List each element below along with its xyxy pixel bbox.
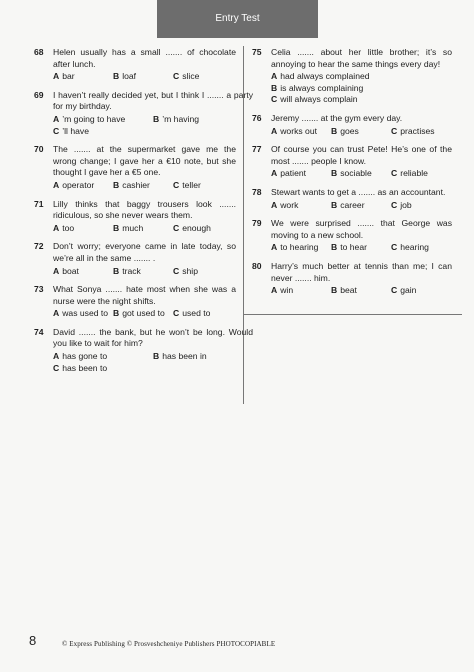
question-body: [271, 113, 452, 137]
option-text: works out: [280, 125, 317, 136]
question-number: 74: [34, 326, 44, 337]
question-item: [34, 241, 236, 277]
answer-option: [53, 266, 113, 278]
answer-option: [53, 363, 107, 373]
question-item: [252, 144, 452, 180]
question-stem: What Sonya ....... hate most when she was a nurse were the night shifts.: [53, 284, 236, 306]
answer-option: [391, 242, 451, 254]
answer-option: [331, 168, 391, 180]
answer-option: [153, 351, 253, 363]
answer-options: [53, 308, 236, 320]
options-row: [53, 126, 253, 138]
section-title: Entry Test: [215, 13, 260, 24]
answer-option: [113, 266, 173, 278]
answer-options: [271, 168, 452, 180]
option-text: goes: [340, 125, 359, 136]
option-letter: B: [153, 113, 160, 124]
question-stem: We were surprised ....... that George was moving to a new school.: [271, 218, 452, 240]
question-number: 70: [34, 144, 44, 155]
question-body: [271, 144, 452, 180]
options-row: [53, 180, 236, 192]
option-text: loaf: [122, 71, 137, 82]
question-item: [34, 284, 236, 320]
question-item: [252, 261, 452, 297]
question-stem: I haven’t really decided yet, but I think I ....... a party for my birthday.: [53, 89, 253, 112]
answer-option: [53, 180, 113, 192]
option-letter: A: [53, 179, 60, 190]
option-text: job: [400, 199, 412, 210]
option-letter: A: [53, 308, 60, 319]
answer-options: [53, 266, 236, 278]
left-question-column: [34, 47, 253, 381]
option-text: too: [62, 222, 75, 233]
answer-option: [173, 180, 233, 192]
question-number: 73: [34, 284, 44, 295]
option-text: career: [340, 199, 365, 210]
option-letter: B: [331, 199, 338, 210]
question-item: [252, 113, 452, 137]
question-stem: Of course you can trust Pete! He’s one of the most ....... people I know.: [271, 144, 452, 166]
question-item: [34, 89, 253, 137]
question-stem: Celia ....... about her little brother; it’s so annoying to hear the same things every day!: [271, 47, 452, 69]
answer-options: [53, 180, 236, 192]
option-letter: B: [113, 222, 120, 233]
option-text: ship: [182, 265, 198, 276]
option-letter: A: [53, 71, 60, 82]
answer-options: [271, 200, 452, 212]
options-row: [271, 242, 452, 254]
answer-option: [271, 285, 331, 297]
option-letter: A: [53, 222, 60, 233]
question-body: [53, 241, 236, 277]
question-number: 68: [34, 47, 44, 57]
answer-option: [53, 308, 113, 320]
question-body: [53, 144, 236, 191]
options-row: [53, 114, 253, 126]
option-letter: A: [53, 113, 60, 124]
options-row: [271, 126, 452, 138]
option-letter: C: [391, 199, 398, 210]
question-number: 71: [34, 198, 44, 209]
question-item: [252, 187, 452, 211]
option-text: has gone to: [62, 351, 108, 362]
question-item: [34, 144, 236, 191]
answer-option: [331, 242, 391, 254]
option-letter: C: [271, 94, 278, 105]
option-text: cashier: [122, 179, 150, 190]
options-row: [53, 266, 236, 278]
question-body: [271, 47, 452, 106]
answer-option: [53, 114, 153, 126]
question-stem: Harry’s much better at tennis than me; I can never ....... him.: [271, 260, 452, 283]
answer-option: [271, 94, 358, 104]
option-letter: C: [391, 168, 398, 179]
option-text: ’ll have: [62, 125, 89, 136]
answer-option: [53, 351, 153, 363]
option-letter: B: [113, 71, 120, 82]
option-text: had always complained: [280, 71, 370, 82]
answer-option: [271, 242, 331, 254]
question-body: [53, 47, 236, 83]
option-letter: C: [173, 71, 180, 82]
option-text: practises: [400, 125, 435, 136]
option-letter: C: [391, 242, 398, 253]
options-row: [53, 363, 253, 375]
option-letter: C: [53, 362, 60, 373]
question-stem: The ....... at the supermarket gave me the wrong change; I gave her a €10 note, but she thought I gave her a €5 one.: [53, 144, 236, 178]
answer-options: [53, 71, 236, 83]
answer-options: [271, 126, 452, 138]
option-letter: B: [113, 179, 120, 190]
option-text: ’m going to have: [62, 113, 126, 124]
option-text: reliable: [400, 168, 428, 179]
question-number: 75: [252, 47, 262, 57]
option-text: used to: [182, 308, 211, 319]
answer-option: [391, 126, 451, 138]
options-row: [271, 200, 452, 212]
answer-option: [153, 114, 253, 126]
option-letter: B: [331, 242, 338, 253]
answer-option: [53, 71, 113, 83]
option-letter: A: [271, 285, 278, 296]
options-row: [271, 168, 452, 180]
question-body: [53, 327, 253, 374]
question-stem: Don’t worry; everyone came in late today, so we’re all in the same ....... .: [53, 241, 236, 263]
answer-option: [331, 200, 391, 212]
option-letter: C: [391, 125, 398, 136]
option-text: to hear: [340, 242, 367, 253]
option-letter: A: [53, 265, 60, 276]
question-stem: David ....... the bank, but he won’t be long. Would you like to wait for him?: [53, 326, 253, 349]
options-row: [53, 351, 253, 363]
option-letter: B: [331, 168, 338, 179]
page-number: 8: [29, 633, 37, 648]
question-number: 79: [252, 218, 262, 229]
option-letter: A: [271, 168, 278, 179]
option-text: patient: [280, 168, 307, 179]
question-item: [34, 199, 236, 235]
option-text: got used to: [122, 308, 165, 319]
question-number: 72: [34, 241, 44, 252]
option-text: was used to: [62, 308, 109, 319]
question-item: [34, 47, 236, 83]
question-body: [53, 90, 253, 137]
answer-option: [331, 126, 391, 138]
option-text: boat: [62, 265, 79, 276]
answer-option: [271, 71, 370, 81]
option-text: work: [280, 199, 299, 210]
answer-options: [53, 351, 253, 374]
option-letter: B: [153, 351, 160, 362]
option-text: sociable: [340, 168, 372, 179]
answer-options: [271, 285, 452, 297]
question-number: 76: [252, 112, 262, 123]
answer-option: [173, 71, 233, 83]
question-item: [252, 218, 452, 254]
option-text: win: [280, 285, 294, 296]
question-number: 69: [34, 89, 44, 100]
copyright-footer: © Express Publishing © Prosveshcheniye Publishers PHOTOCOPIABLE: [62, 640, 276, 648]
option-letter: C: [173, 308, 180, 319]
question-stem: Stewart wants to get a ....... as an accountant.: [271, 186, 446, 197]
options-row: [271, 285, 452, 297]
question-body: [271, 218, 452, 254]
option-letter: B: [271, 82, 278, 93]
option-text: ’m having: [162, 113, 199, 124]
answer-option: [113, 71, 173, 83]
answer-option: [271, 168, 331, 180]
answer-option: [53, 223, 113, 235]
question-number: 78: [252, 186, 262, 197]
option-letter: B: [113, 265, 120, 276]
question-body: [53, 284, 236, 320]
section-header: [157, 0, 318, 38]
right-question-column: [252, 47, 452, 304]
option-letter: C: [53, 125, 60, 136]
option-letter: A: [271, 71, 278, 82]
answer-option: [391, 285, 451, 297]
option-text: is always complaining: [280, 82, 364, 93]
options-row: [271, 94, 452, 106]
option-letter: C: [173, 179, 180, 190]
option-letter: A: [271, 125, 278, 136]
answer-option: [53, 126, 89, 136]
question-number: 77: [252, 144, 262, 155]
answer-option: [271, 83, 363, 93]
option-letter: A: [271, 199, 278, 210]
question-item: [34, 326, 253, 374]
answer-option: [331, 285, 391, 297]
question-body: [271, 187, 452, 211]
option-letter: B: [331, 125, 338, 136]
answer-option: [173, 223, 233, 235]
answer-option: [271, 200, 331, 212]
question-stem: Helen usually has a small ....... of chocolate after lunch.: [53, 47, 236, 69]
question-body: [271, 261, 452, 297]
option-text: hearing: [400, 242, 429, 253]
options-row: [53, 223, 236, 235]
answer-option: [113, 180, 173, 192]
option-text: has been in: [162, 351, 207, 362]
option-letter: B: [113, 308, 120, 319]
option-text: track: [122, 265, 141, 276]
question-body: [53, 199, 236, 235]
option-letter: C: [173, 222, 180, 233]
option-letter: B: [331, 285, 338, 296]
answer-options: [53, 114, 253, 137]
option-text: teller: [182, 179, 201, 190]
answer-option: [271, 126, 331, 138]
answer-option: [173, 308, 233, 320]
option-text: will always complain: [280, 94, 358, 105]
answer-option: [113, 308, 173, 320]
options-row: [53, 308, 236, 320]
option-text: operator: [62, 179, 95, 190]
answer-option: [173, 266, 233, 278]
column-end-rule: [244, 314, 462, 315]
options-row: [271, 71, 452, 83]
question-number: 80: [252, 260, 262, 271]
answer-options: [53, 223, 236, 235]
option-letter: A: [53, 351, 60, 362]
option-text: bar: [62, 71, 75, 82]
option-text: gain: [400, 285, 417, 296]
answer-option: [113, 223, 173, 235]
options-row: [271, 83, 452, 95]
option-text: slice: [182, 71, 200, 82]
answer-option: [391, 200, 451, 212]
option-text: to hearing: [280, 242, 319, 253]
question-item: [252, 47, 452, 106]
option-text: has been to: [62, 362, 108, 373]
question-stem: Lilly thinks that baggy trousers look ....... ridiculous, so she never wears them.: [53, 198, 236, 221]
answer-options: [271, 242, 452, 254]
answer-option: [391, 168, 451, 180]
option-letter: A: [271, 242, 278, 253]
options-row: [53, 71, 236, 83]
option-letter: C: [391, 285, 398, 296]
option-text: beat: [340, 285, 357, 296]
option-text: enough: [182, 222, 211, 233]
answer-options: [271, 71, 452, 106]
option-text: much: [122, 222, 144, 233]
option-letter: C: [173, 265, 180, 276]
question-stem: Jeremy ....... at the gym every day.: [271, 112, 403, 123]
